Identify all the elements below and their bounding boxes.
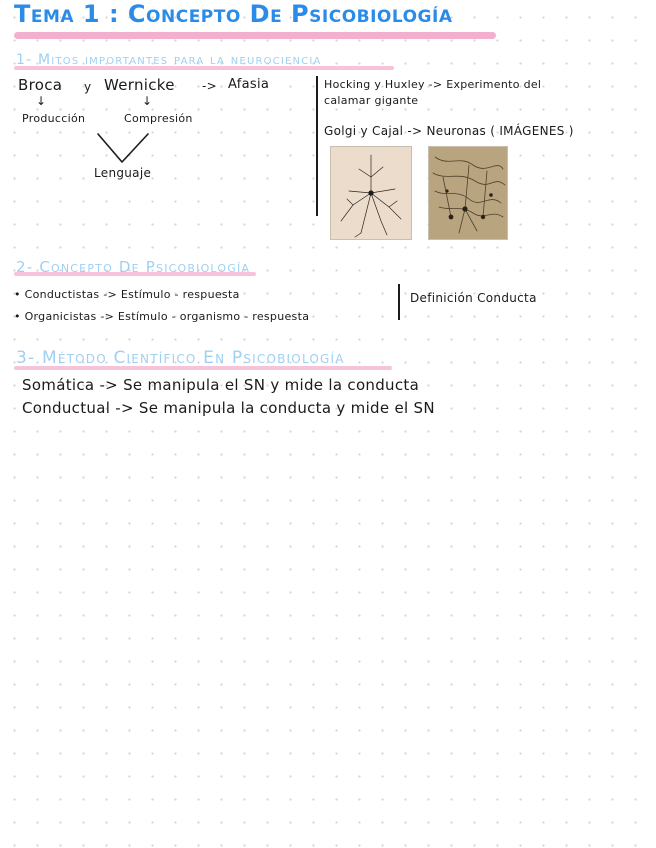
- neuron-drawing-image: [330, 146, 412, 240]
- broca-text: Broca: [18, 76, 63, 94]
- golgi-cajal-text: Golgi y Cajal -> Neuronas ( IMÁGENES ): [324, 124, 574, 138]
- definition-divider: [398, 284, 400, 320]
- title-highlight: [14, 32, 496, 39]
- calamar-text: calamar gigante: [324, 94, 419, 107]
- down-arrow-icon: ↓: [36, 94, 47, 108]
- section2-heading: 2- Concepto De Psicobiología: [16, 258, 251, 276]
- converge-lines-icon: [90, 130, 160, 166]
- section1-heading: 1- Mitos importantes para la neurociencia: [16, 52, 322, 68]
- bullet-organicistas: • Organicistas -> Estímulo - organismo - respuesta: [14, 310, 310, 323]
- down-arrow-icon: ↓: [142, 94, 153, 108]
- bullet-conductistas: • Conductistas -> Estímulo - respuesta: [14, 288, 240, 301]
- wernicke-text: Wernicke: [104, 76, 175, 94]
- compresion-text: Compresión: [124, 112, 193, 125]
- section3-heading: 3- Método Científico En Psicobiología: [16, 348, 345, 368]
- column-divider: [316, 76, 318, 216]
- afasia-text: Afasia: [228, 77, 270, 92]
- produccion-text: Producción: [22, 112, 86, 125]
- arrow-afasia: ->: [202, 79, 217, 93]
- hocking-text: Hocking y Huxley -> Experimento del: [324, 78, 542, 91]
- neuron-drawing-image: [428, 146, 508, 240]
- lenguaje-text: Lenguaje: [94, 166, 152, 180]
- and-text-1: y: [84, 80, 92, 94]
- somatica-line: Somática -> Se manipula el SN y mide la conducta: [22, 376, 420, 394]
- conductual-line: Conductual -> Se manipula la conducta y mide el SN: [22, 399, 435, 417]
- page-title: Tema 1 : Concepto De Psicobiología: [14, 0, 453, 28]
- definicion-conducta-text: Definición Conducta: [410, 291, 537, 305]
